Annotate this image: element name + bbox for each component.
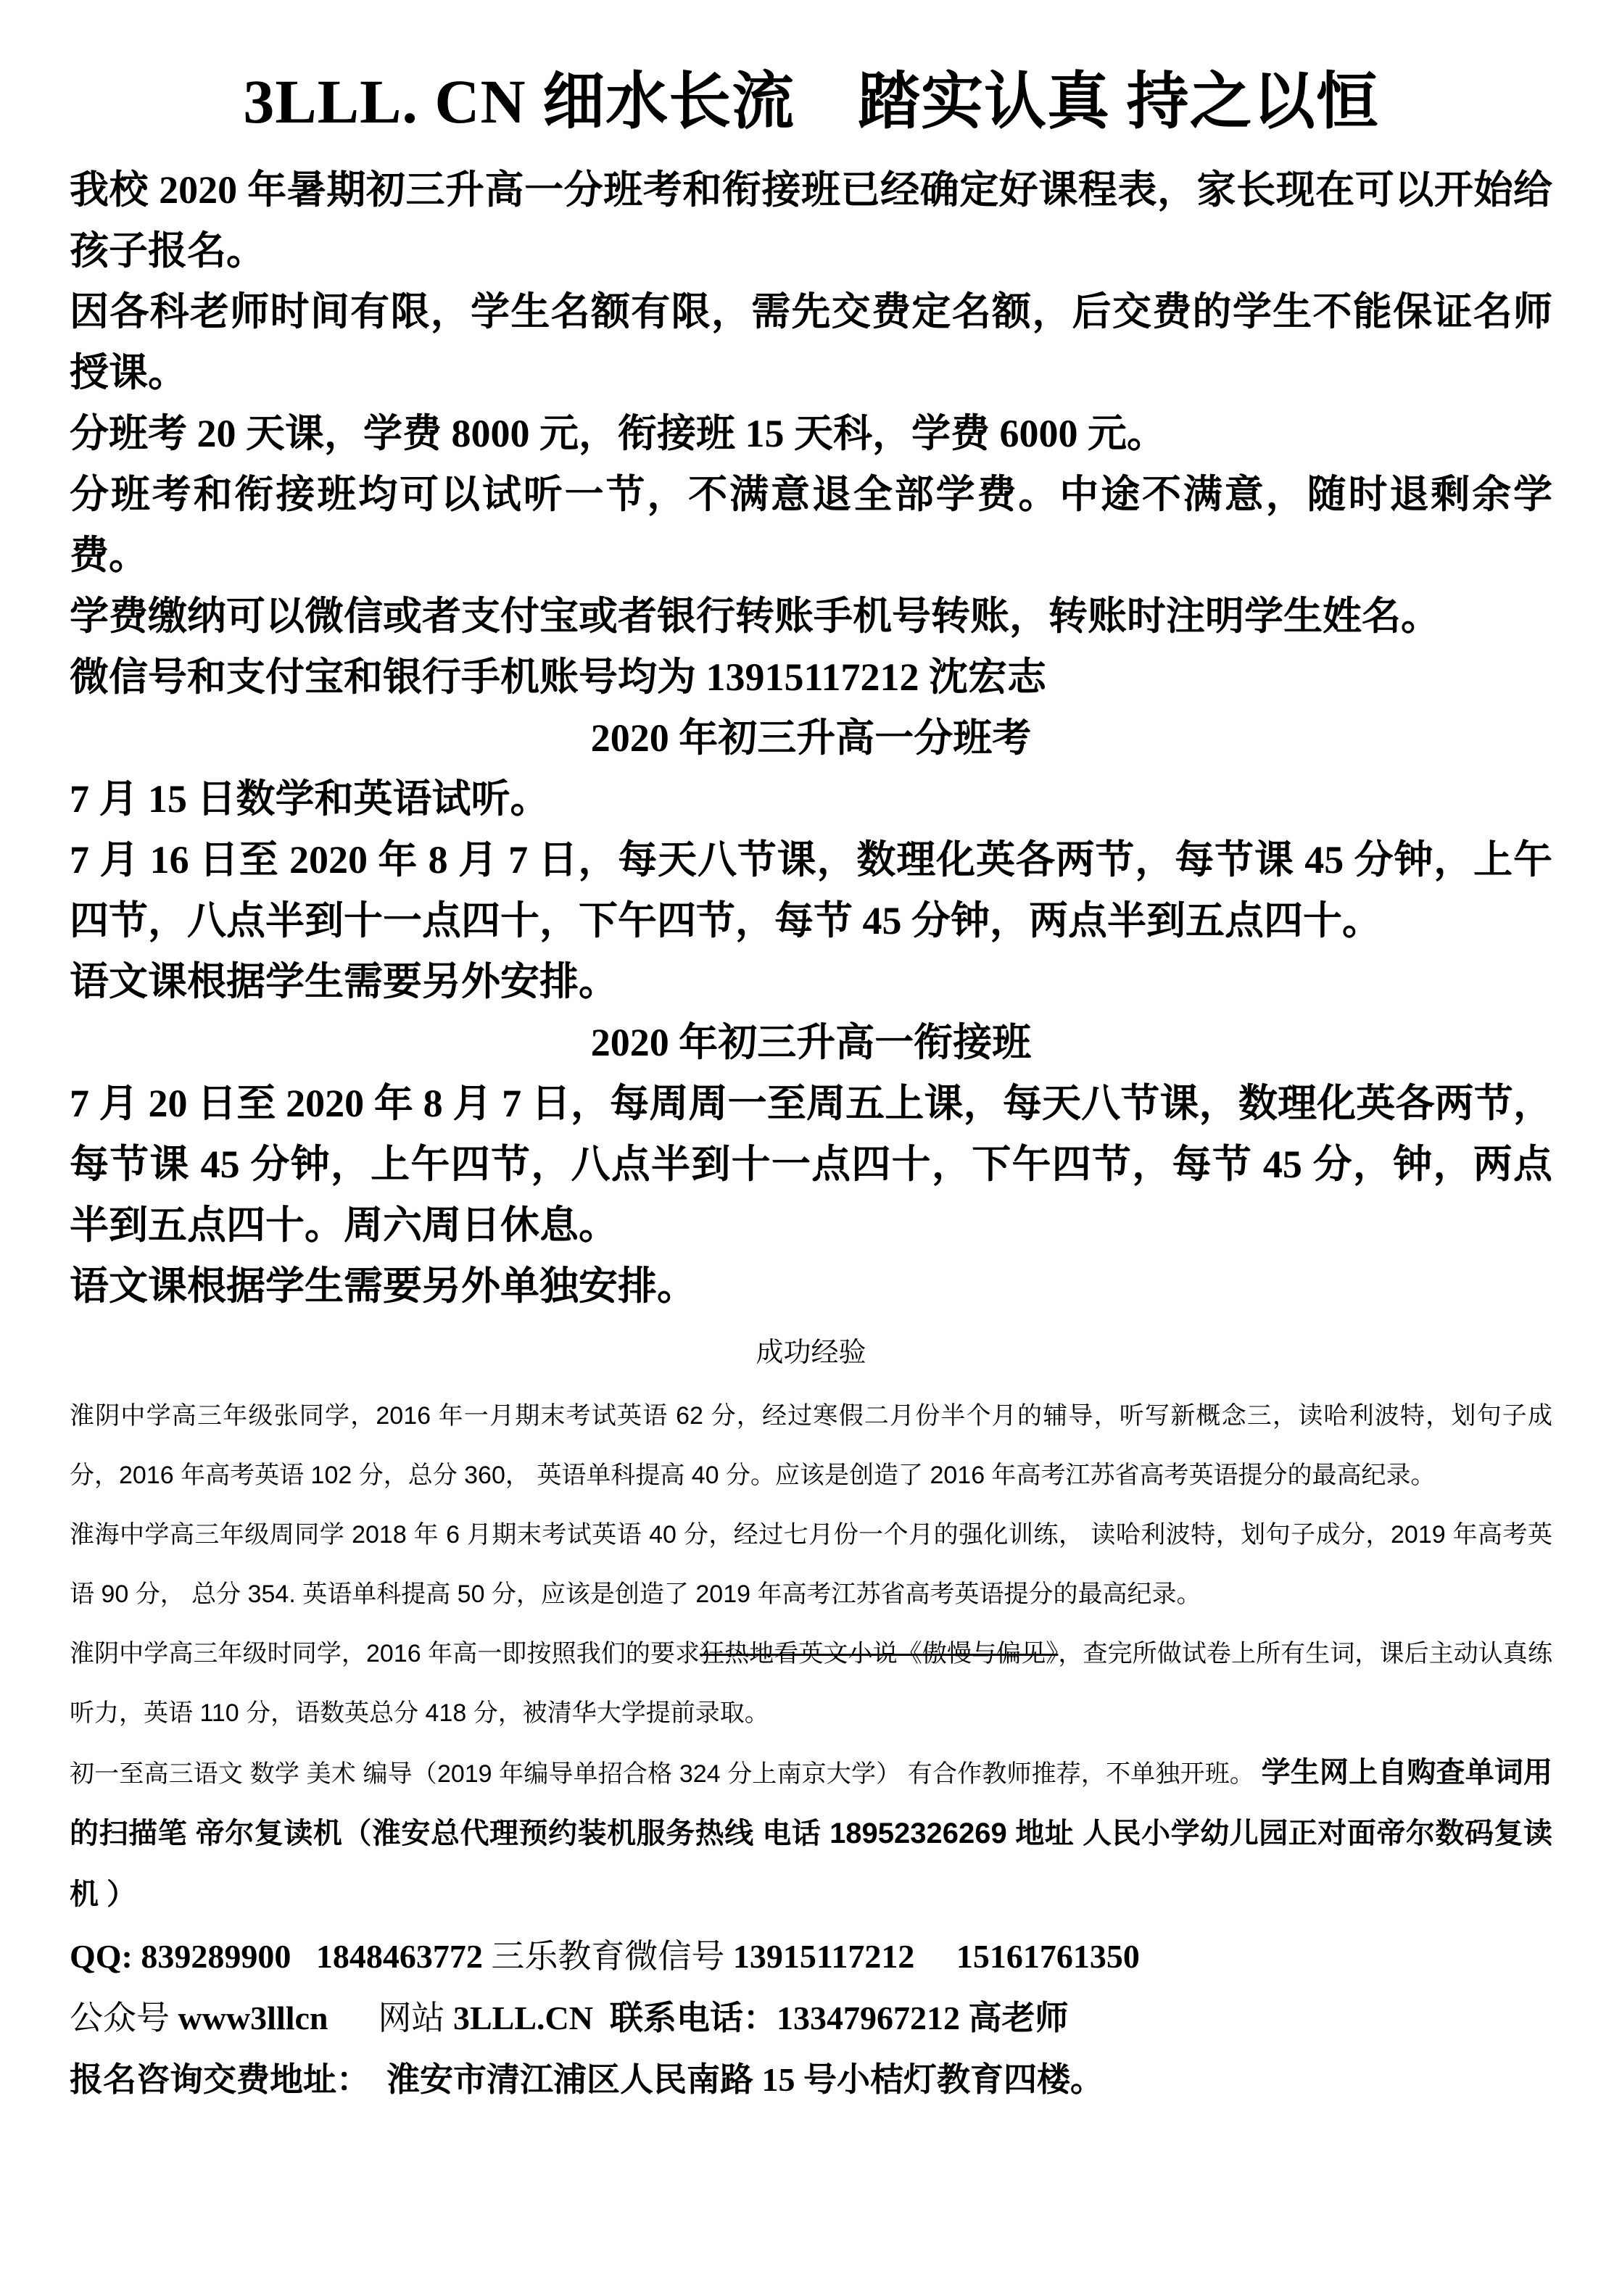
document-title: 3LLL. CN 细水长流 踏实认真 持之以恒 (243, 67, 1379, 136)
address-value: 淮安市清江浦区人民南路 15 号小桔灯教育四楼。 (386, 2061, 1104, 2098)
qq-numbers: QQ: 839289900 1848463772 (70, 1938, 492, 1975)
success-story-1: 淮阴中学高三年级张同学，2016 年一月期末考试英语 62 分，经过寒假二月份半个月的辅导，听写新概念三，读哈利波特，划句子成分，2016 年高考英语 102 分，总分 360， 英语单科提高 40 分。应该是创造了 2016 年高考江苏省高考英语提分的最高纪录。 (70, 1402, 1552, 1489)
website-value: 3LLL.CN (453, 1999, 593, 2036)
placement-exam-paragraph-3: 语文课根据学生需要另外安排。 (70, 960, 618, 1003)
wechat-label: 三乐教育微信号 (491, 1938, 733, 1975)
courses-list-text: 初一至高三语文 数学 美术 编导（2019 年编导单招合格 324 分上南京大学） 有合作教师推荐，不单独开班。 (70, 1760, 1262, 1788)
success-story-3 (70, 1624, 1552, 1743)
placement-exam-heading: 2020 年初三升高一分班考 (590, 716, 1032, 760)
success-story-2: 淮海中学高三年级周同学 2018 年 6 月期末考试英语 40 分，经过七月份一个月的强化训练， 读哈利波特，划句子成分，2019 年高考英语 90 分， 总分 354. 英语单科提高 50 分，应该是创造了 2019 年高考江苏省高考英语提分的最高纪录。 (70, 1521, 1552, 1608)
address-label: 报名咨询交费地址： (70, 2061, 370, 2098)
official-account-label: 公众号 (70, 1999, 178, 2036)
address-line (70, 2049, 1552, 2110)
website-label: 网站 (378, 1999, 453, 2036)
success-story-3-text: 淮阴中学高三年级时同学，2016 年高一即按照我们的要求 (70, 1640, 700, 1667)
success-stories-heading: 成功经验 (756, 1338, 866, 1368)
bridge-class-heading: 2020 年初三升高一衔接班 (590, 1021, 1032, 1064)
gap (328, 1999, 378, 2036)
phone-value: 13347967212 高老师 (776, 1999, 1069, 2036)
intro-paragraph-1: 我校 2020 年暑期初三升高一分班考和衔接班已经确定好课程表，家长现在可以开始给孩子报名。 (70, 168, 1552, 273)
intro-paragraph-5: 学费缴纳可以微信或者支付宝或者银行转账手机号转账，转账时注明学生姓名。 (70, 594, 1440, 638)
bridge-class-paragraph-1: 7 月 20 日至 2020 年 8 月 7 日，每周周一至周五上课，每天八节课，数理化英各两节，每节课 45 分钟，上午四节，八点半到十一点四十，下午四节，每节 45 分，钟，两点半到五点四十。周六周日休息。 (70, 1082, 1552, 1247)
intro-paragraph-4: 分班考和衔接班均可以试听一节，不满意退全部学费。中途不满意，随时退剩余学费。 (70, 473, 1552, 577)
phone-label: 联系电话： (609, 1999, 777, 2036)
intro-paragraph-2: 因各科老师时间有限，学生名额有限，需先交费定名额，后交费的学生不能保证名师授课。 (70, 290, 1552, 394)
success-story-3-text-after: ，查完所做试卷上所有生词，课后主动认真练听力，英语 110 分，语数英总分 418 分，被清华大学提前录取。 (70, 1640, 1553, 1727)
qq-wechat-line (70, 1926, 1552, 1987)
bridge-class-paragraph-2: 语文课根据学生需要另外单独安排。 (70, 1264, 696, 1308)
gap (593, 1999, 610, 2036)
placement-exam-paragraph-2: 7 月 16 日至 2020 年 8 月 7 日，每天八节课，数理化英各两节，每节课 45 分钟，上午四节，八点半到十一点四十，下午四节，每节 45 分钟，两点半到五点四十。 (70, 838, 1552, 942)
success-story-3-strikethrough-text: 狂热地看英文小说《傲慢与偏见》 (700, 1640, 1059, 1667)
intro-paragraph-6: 微信号和支付宝和银行手机账号均为 13915117212 沈宏志 (70, 655, 1047, 699)
placement-exam-paragraph-1: 7 月 15 日数学和英语试听。 (70, 777, 550, 821)
official-account-value: www3lllcn (178, 1999, 328, 2036)
channels-line (70, 1987, 1552, 2049)
intro-paragraph-3: 分班考 20 天课，学费 8000 元，衔接班 15 天科，学费 6000 元。 (70, 412, 1166, 455)
wechat-numbers: 13915117212 15161761350 (732, 1938, 1140, 1975)
courses-and-products-paragraph (70, 1743, 1552, 1926)
gap (370, 2061, 386, 2098)
scanner-pen-bold-text: 学生网上自购查单词用的扫描笔 帝尔复读机（淮安总代理预约装机服务热线 电话 18952326269 地址 人民小学幼儿园正对面帝尔数码复读机 ） (70, 1757, 1553, 1910)
